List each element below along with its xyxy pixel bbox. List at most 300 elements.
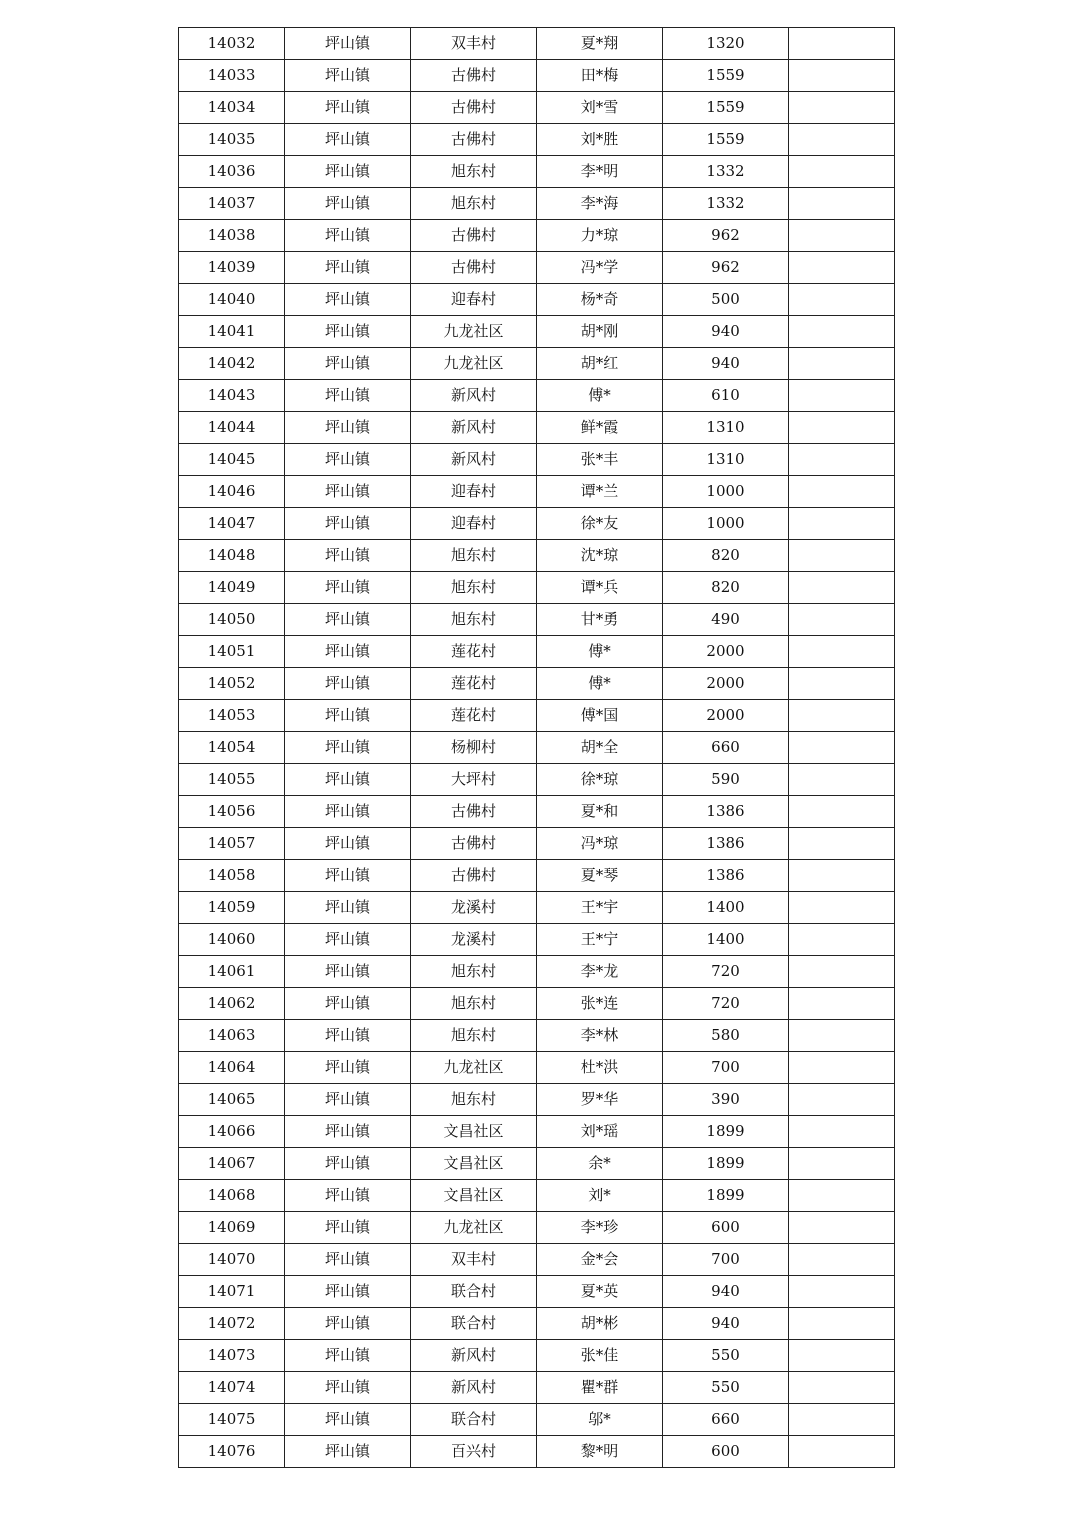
remark-cell [789,1116,895,1148]
village-cell: 大坪村 [411,764,537,796]
name-cell: 李*林 [537,1020,663,1052]
table-row [179,636,895,668]
town-cell: 坪山镇 [285,188,411,220]
town-cell: 坪山镇 [285,700,411,732]
name-cell: 刘* [537,1180,663,1212]
town-cell: 坪山镇 [285,380,411,412]
remark-cell [789,444,895,476]
table-row [179,156,895,188]
table-row [179,188,895,220]
amount-cell: 1332 [663,156,789,188]
name-cell: 田*梅 [537,60,663,92]
remark-cell [789,380,895,412]
amount-cell: 1310 [663,412,789,444]
amount-cell: 1386 [663,828,789,860]
table-row [179,1084,895,1116]
name-cell: 沈*琼 [537,540,663,572]
serial-number-cell: 14076 [179,1436,285,1468]
amount-cell: 962 [663,252,789,284]
serial-number-cell: 14069 [179,1212,285,1244]
village-cell: 迎春村 [411,508,537,540]
town-cell: 坪山镇 [285,1148,411,1180]
name-cell: 胡*全 [537,732,663,764]
name-cell: 胡*刚 [537,316,663,348]
amount-cell: 660 [663,732,789,764]
table-row [179,764,895,796]
table-row [179,956,895,988]
serial-number-cell: 14067 [179,1148,285,1180]
village-cell: 古佛村 [411,796,537,828]
serial-number-cell: 14056 [179,796,285,828]
town-cell: 坪山镇 [285,1308,411,1340]
name-cell: 夏*和 [537,796,663,828]
serial-number-cell: 14070 [179,1244,285,1276]
town-cell: 坪山镇 [285,508,411,540]
town-cell: 坪山镇 [285,1244,411,1276]
name-cell: 邬* [537,1404,663,1436]
village-cell: 旭东村 [411,956,537,988]
town-cell: 坪山镇 [285,1276,411,1308]
serial-number-cell: 14032 [179,28,285,60]
serial-number-cell: 14052 [179,668,285,700]
table-row [179,892,895,924]
amount-cell: 940 [663,1276,789,1308]
serial-number-cell: 14055 [179,764,285,796]
amount-cell: 580 [663,1020,789,1052]
serial-number-cell: 14047 [179,508,285,540]
remark-cell [789,572,895,604]
remark-cell [789,284,895,316]
amount-cell: 940 [663,1308,789,1340]
village-cell: 九龙社区 [411,348,537,380]
name-cell: 胡*彬 [537,1308,663,1340]
town-cell: 坪山镇 [285,1340,411,1372]
table-row [179,252,895,284]
amount-cell: 962 [663,220,789,252]
remark-cell [789,1244,895,1276]
amount-cell: 700 [663,1244,789,1276]
remark-cell [789,1308,895,1340]
village-cell: 旭东村 [411,156,537,188]
name-cell: 冯*学 [537,252,663,284]
town-cell: 坪山镇 [285,1180,411,1212]
amount-cell: 1559 [663,124,789,156]
remark-cell [789,668,895,700]
amount-cell: 1899 [663,1116,789,1148]
town-cell: 坪山镇 [285,444,411,476]
table-row [179,924,895,956]
serial-number-cell: 14060 [179,924,285,956]
name-cell: 谭*兵 [537,572,663,604]
amount-cell: 1559 [663,92,789,124]
table-row [179,860,895,892]
table-row [179,1020,895,1052]
serial-number-cell: 14058 [179,860,285,892]
name-cell: 傅* [537,668,663,700]
table-row [179,316,895,348]
village-cell: 新风村 [411,1372,537,1404]
remark-cell [789,828,895,860]
amount-cell: 600 [663,1212,789,1244]
village-cell: 旭东村 [411,540,537,572]
village-cell: 双丰村 [411,28,537,60]
name-cell: 李*龙 [537,956,663,988]
table-row [179,700,895,732]
amount-cell: 1899 [663,1148,789,1180]
table-row [179,988,895,1020]
serial-number-cell: 14064 [179,1052,285,1084]
town-cell: 坪山镇 [285,988,411,1020]
remark-cell [789,988,895,1020]
remark-cell [789,796,895,828]
town-cell: 坪山镇 [285,124,411,156]
name-cell: 胡*红 [537,348,663,380]
amount-cell: 550 [663,1372,789,1404]
serial-number-cell: 14036 [179,156,285,188]
remark-cell [789,60,895,92]
remark-cell [789,316,895,348]
remark-cell [789,188,895,220]
amount-cell: 1386 [663,796,789,828]
remark-cell [789,412,895,444]
remark-cell [789,1404,895,1436]
table-row [179,284,895,316]
amount-cell: 940 [663,348,789,380]
name-cell: 夏*英 [537,1276,663,1308]
village-cell: 九龙社区 [411,316,537,348]
remark-cell [789,476,895,508]
table-row [179,380,895,412]
town-cell: 坪山镇 [285,220,411,252]
serial-number-cell: 14066 [179,1116,285,1148]
amount-cell: 940 [663,316,789,348]
town-cell: 坪山镇 [285,1212,411,1244]
name-cell: 刘*胜 [537,124,663,156]
serial-number-cell: 14074 [179,1372,285,1404]
name-cell: 徐*琼 [537,764,663,796]
name-cell: 刘*瑶 [537,1116,663,1148]
name-cell: 夏*琴 [537,860,663,892]
serial-number-cell: 14044 [179,412,285,444]
village-cell: 古佛村 [411,92,537,124]
town-cell: 坪山镇 [285,156,411,188]
village-cell: 联合村 [411,1404,537,1436]
amount-cell: 660 [663,1404,789,1436]
table-row [179,604,895,636]
name-cell: 杨*奇 [537,284,663,316]
name-cell: 谭*兰 [537,476,663,508]
town-cell: 坪山镇 [285,284,411,316]
name-cell: 罗*华 [537,1084,663,1116]
town-cell: 坪山镇 [285,1116,411,1148]
remark-cell [789,124,895,156]
amount-cell: 590 [663,764,789,796]
town-cell: 坪山镇 [285,1052,411,1084]
serial-number-cell: 14038 [179,220,285,252]
village-cell: 古佛村 [411,252,537,284]
serial-number-cell: 14051 [179,636,285,668]
amount-cell: 390 [663,1084,789,1116]
serial-number-cell: 14042 [179,348,285,380]
town-cell: 坪山镇 [285,28,411,60]
remark-cell [789,252,895,284]
table-row [179,572,895,604]
remark-cell [789,700,895,732]
amount-cell: 1332 [663,188,789,220]
village-cell: 九龙社区 [411,1052,537,1084]
table-row [179,60,895,92]
remark-cell [789,1372,895,1404]
village-cell: 旭东村 [411,604,537,636]
table-row [179,1244,895,1276]
village-cell: 莲花村 [411,668,537,700]
name-cell: 傅*国 [537,700,663,732]
town-cell: 坪山镇 [285,636,411,668]
village-cell: 迎春村 [411,476,537,508]
village-cell: 联合村 [411,1276,537,1308]
name-cell: 余* [537,1148,663,1180]
name-cell: 傅* [537,636,663,668]
remark-cell [789,764,895,796]
village-cell: 古佛村 [411,124,537,156]
table-row [179,28,895,60]
amount-cell: 1386 [663,860,789,892]
town-cell: 坪山镇 [285,1404,411,1436]
table-row [179,1436,895,1468]
village-cell: 文昌社区 [411,1180,537,1212]
table-row [179,1308,895,1340]
amount-cell: 1559 [663,60,789,92]
serial-number-cell: 14035 [179,124,285,156]
serial-number-cell: 14057 [179,828,285,860]
table-row [179,540,895,572]
town-cell: 坪山镇 [285,668,411,700]
serial-number-cell: 14049 [179,572,285,604]
village-cell: 新风村 [411,412,537,444]
remark-cell [789,1276,895,1308]
village-cell: 新风村 [411,1340,537,1372]
town-cell: 坪山镇 [285,764,411,796]
town-cell: 坪山镇 [285,476,411,508]
serial-number-cell: 14072 [179,1308,285,1340]
village-cell: 莲花村 [411,700,537,732]
serial-number-cell: 14048 [179,540,285,572]
amount-cell: 700 [663,1052,789,1084]
amount-cell: 720 [663,988,789,1020]
name-cell: 黎*明 [537,1436,663,1468]
town-cell: 坪山镇 [285,860,411,892]
village-cell: 古佛村 [411,828,537,860]
village-cell: 旭东村 [411,572,537,604]
remark-cell [789,732,895,764]
town-cell: 坪山镇 [285,1436,411,1468]
name-cell: 王*宇 [537,892,663,924]
town-cell: 坪山镇 [285,604,411,636]
remark-cell [789,860,895,892]
serial-number-cell: 14054 [179,732,285,764]
serial-number-cell: 14061 [179,956,285,988]
name-cell: 夏*翔 [537,28,663,60]
table-row [179,1212,895,1244]
remark-cell [789,636,895,668]
amount-cell: 1400 [663,892,789,924]
amount-cell: 2000 [663,668,789,700]
serial-number-cell: 14073 [179,1340,285,1372]
village-cell: 古佛村 [411,860,537,892]
table-row [179,796,895,828]
name-cell: 李*珍 [537,1212,663,1244]
table-row [179,1148,895,1180]
amount-cell: 1000 [663,508,789,540]
table-row [179,348,895,380]
remark-cell [789,92,895,124]
town-cell: 坪山镇 [285,1020,411,1052]
remark-cell [789,156,895,188]
village-cell: 九龙社区 [411,1212,537,1244]
serial-number-cell: 14033 [179,60,285,92]
town-cell: 坪山镇 [285,956,411,988]
remark-cell [789,1084,895,1116]
table-row [179,668,895,700]
serial-number-cell: 14039 [179,252,285,284]
serial-number-cell: 14065 [179,1084,285,1116]
town-cell: 坪山镇 [285,1084,411,1116]
town-cell: 坪山镇 [285,316,411,348]
name-cell: 张*丰 [537,444,663,476]
amount-cell: 610 [663,380,789,412]
remark-cell [789,508,895,540]
serial-number-cell: 14043 [179,380,285,412]
name-cell: 瞿*群 [537,1372,663,1404]
remark-cell [789,604,895,636]
village-cell: 文昌社区 [411,1116,537,1148]
amount-cell: 720 [663,956,789,988]
village-cell: 古佛村 [411,60,537,92]
remark-cell [789,956,895,988]
remark-cell [789,1340,895,1372]
table-row [179,476,895,508]
remark-cell [789,924,895,956]
serial-number-cell: 14050 [179,604,285,636]
table-row [179,1116,895,1148]
amount-cell: 820 [663,572,789,604]
town-cell: 坪山镇 [285,252,411,284]
serial-number-cell: 14040 [179,284,285,316]
table-row [179,412,895,444]
town-cell: 坪山镇 [285,796,411,828]
village-cell: 新风村 [411,380,537,412]
amount-cell: 820 [663,540,789,572]
data-table [178,27,895,1468]
village-cell: 杨柳村 [411,732,537,764]
name-cell: 金*会 [537,1244,663,1276]
table-body [179,28,895,1468]
table-row [179,1404,895,1436]
town-cell: 坪山镇 [285,892,411,924]
name-cell: 冯*琼 [537,828,663,860]
village-cell: 旭东村 [411,1020,537,1052]
remark-cell [789,1436,895,1468]
serial-number-cell: 14045 [179,444,285,476]
remark-cell [789,892,895,924]
name-cell: 鲜*霞 [537,412,663,444]
table-row [179,508,895,540]
amount-cell: 2000 [663,700,789,732]
amount-cell: 1000 [663,476,789,508]
amount-cell: 1899 [663,1180,789,1212]
serial-number-cell: 14046 [179,476,285,508]
remark-cell [789,1052,895,1084]
town-cell: 坪山镇 [285,412,411,444]
serial-number-cell: 14053 [179,700,285,732]
village-cell: 文昌社区 [411,1148,537,1180]
name-cell: 李*海 [537,188,663,220]
village-cell: 迎春村 [411,284,537,316]
serial-number-cell: 14063 [179,1020,285,1052]
town-cell: 坪山镇 [285,828,411,860]
amount-cell: 1400 [663,924,789,956]
name-cell: 甘*勇 [537,604,663,636]
name-cell: 张*佳 [537,1340,663,1372]
amount-cell: 1320 [663,28,789,60]
town-cell: 坪山镇 [285,540,411,572]
village-cell: 百兴村 [411,1436,537,1468]
table-row [179,828,895,860]
serial-number-cell: 14062 [179,988,285,1020]
table-row [179,444,895,476]
serial-number-cell: 14059 [179,892,285,924]
remark-cell [789,348,895,380]
name-cell: 徐*友 [537,508,663,540]
village-cell: 古佛村 [411,220,537,252]
name-cell: 李*明 [537,156,663,188]
remark-cell [789,220,895,252]
table-row [179,92,895,124]
amount-cell: 1310 [663,444,789,476]
name-cell: 张*连 [537,988,663,1020]
serial-number-cell: 14075 [179,1404,285,1436]
table-row [179,220,895,252]
village-cell: 旭东村 [411,188,537,220]
name-cell: 杜*洪 [537,1052,663,1084]
village-cell: 新风村 [411,444,537,476]
town-cell: 坪山镇 [285,92,411,124]
village-cell: 莲花村 [411,636,537,668]
amount-cell: 500 [663,284,789,316]
serial-number-cell: 14068 [179,1180,285,1212]
village-cell: 龙溪村 [411,924,537,956]
serial-number-cell: 14041 [179,316,285,348]
village-cell: 双丰村 [411,1244,537,1276]
table-row [179,1340,895,1372]
table-row [179,124,895,156]
remark-cell [789,1180,895,1212]
name-cell: 力*琼 [537,220,663,252]
remark-cell [789,540,895,572]
town-cell: 坪山镇 [285,348,411,380]
village-cell: 联合村 [411,1308,537,1340]
table-row [179,1372,895,1404]
town-cell: 坪山镇 [285,572,411,604]
table-row [179,1276,895,1308]
town-cell: 坪山镇 [285,732,411,764]
remark-cell [789,1020,895,1052]
village-cell: 旭东村 [411,988,537,1020]
town-cell: 坪山镇 [285,1372,411,1404]
name-cell: 傅* [537,380,663,412]
table-row [179,1180,895,1212]
amount-cell: 490 [663,604,789,636]
